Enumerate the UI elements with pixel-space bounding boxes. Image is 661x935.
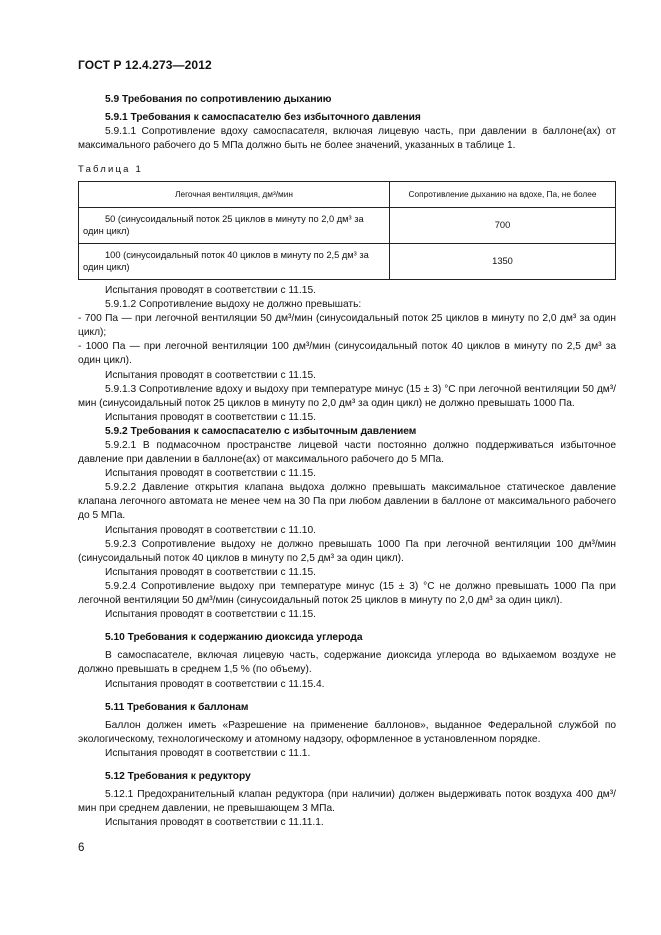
subsection-heading-5-9-1: 5.9.1 Требования к самоспасателю без избыточного давления xyxy=(105,112,421,124)
table-cell-ventilation: 50 (синусоидальный поток 25 циклов в минуту по 2,0 дм³ за один цикл) xyxy=(79,207,390,243)
test-reference: Испытания проводят в соответствии с 11.15. xyxy=(105,609,316,621)
test-reference: Испытания проводят в соответствии с 11.15. xyxy=(105,411,316,423)
document-body xyxy=(78,93,616,830)
test-reference: Испытания проводят в соответствии с 11.1. xyxy=(105,747,311,759)
section-heading-5-12: 5.12 Требования к редуктору xyxy=(105,770,251,782)
paragraph-5-9-2-3: 5.9.2.3 Сопротивление выдоху не должно превышать 1000 Па при легочной вентиляции 100 дм³/мин (синусоидальный поток 40 циклов в минуту по 2,5 дм³ за один цикл). xyxy=(78,538,616,564)
test-reference: Испытания проводят в соответствии с 11.15. xyxy=(105,566,316,578)
document-header: ГОСТ Р 12.4.273—2012 xyxy=(78,58,212,72)
table-header-row xyxy=(79,182,616,208)
paragraph-5-10: В самоспасателе, включая лицевую часть, содержание диоксида углерода во вдыхаемом воздухе не должно превышать в среднем 1,5 % (по объему). xyxy=(78,650,616,676)
page-number: 6 xyxy=(78,842,85,854)
test-reference: Испытания проводят в соответствии с 11.15.4. xyxy=(105,678,325,690)
test-reference: Испытания проводят в соответствии с 11.11.1. xyxy=(105,817,324,829)
test-reference: Испытания проводят в соответствии с 11.15. xyxy=(105,468,316,480)
subsection-heading-5-9-2: 5.9.2 Требования к самоспасателю с избыточным давлением xyxy=(105,425,417,437)
paragraph-5-9-1-1: 5.9.1.1 Сопротивление вдоху самоспасателя, включая лицевую часть, при давлении в баллоне(ах) от максимального рабочего до 5 МПа должно быть не более значений, указанных в таблице 1. xyxy=(78,126,616,152)
list-item: - 700 Па — при легочной вентиляции 50 дм³/мин (синусоидальный поток 25 циклов в минуту по 2,0 дм³ за один цикл); xyxy=(78,313,616,339)
paragraph-5-9-2-2: 5.9.2.2 Давление открытия клапана выдоха должно превышать максимальное статическое давление клапана легочного автомата не менее чем на 30 Па при любом давлении в баллоне от максимального рабочего до 5 МПа. xyxy=(78,482,616,522)
list-item: - 1000 Па — при легочной вентиляции 100 дм³/мин (синусоидальный поток 40 циклов в минуту по 2,5 дм³ за один цикл). xyxy=(78,341,616,367)
section-heading-5-11: 5.11 Требования к баллонам xyxy=(105,701,249,713)
table-header-ventilation: Легочная вентиляция, дм³/мин xyxy=(79,182,390,208)
resistance-table xyxy=(78,181,616,280)
section-heading-5-9: 5.9 Требования по сопротивлению дыханию xyxy=(105,94,332,105)
paragraph-5-9-2-4: 5.9.2.4 Сопротивление выдоху при температуре минус (15 ± 3) °С не должно превышать 1000 Па при легочной вентиляции 50 дм³/мин (синусоидальный поток 25 циклов в минуту по 2,0 дм³ за один цикл). xyxy=(78,580,616,607)
paragraph-5-12-1: 5.12.1 Предохранительный клапан редуктора (при наличии) должен выдерживать поток воздуха 400 дм³/мин при среднем давлении, не превышающем 3 МПа. xyxy=(78,789,616,815)
table-header-resistance: Сопротивление дыханию на вдохе, Па, не более xyxy=(390,182,616,208)
table-cell-resistance: 700 xyxy=(390,207,616,243)
paragraph-5-11: Баллон должен иметь «Разрешение на применение баллонов», выданное Федеральной службой по экологическому, технологическому и атомному надзору, оформленное в установленном порядке. xyxy=(78,719,616,745)
test-reference: Испытания проводят в соответствии с 11.10. xyxy=(105,524,316,536)
table-row xyxy=(79,207,616,243)
paragraph-5-9-1-3: 5.9.1.3 Сопротивление вдоху и выдоху при температуре минус (15 ± 3) °С при легочной вентиляции 50 дм³/мин (синусоидальный поток 25 циклов в минуту по 2,0 дм³ за один цикл) не должно превышать 1000 Па. xyxy=(78,383,616,409)
paragraph-5-9-1-2: 5.9.1.2 Сопротивление выдоху не должно превышать: xyxy=(105,299,362,311)
table-cell-resistance: 1350 xyxy=(390,243,616,279)
paragraph-5-9-2-1: 5.9.2.1 В подмасочном пространстве лицевой части постоянно должно поддерживаться избыточное давление при давлении в баллоне(ах) от максимального рабочего до 5 МПа. xyxy=(78,440,616,466)
test-reference: Испытания проводят в соответствии с 11.15. xyxy=(105,284,316,296)
table-cell-ventilation: 100 (синусоидальный поток 40 циклов в минуту по 2,5 дм³ за один цикл) xyxy=(79,243,390,279)
table-caption: Таблица 1 xyxy=(78,164,143,176)
table-row xyxy=(79,243,616,279)
section-heading-5-10: 5.10 Требования к содержанию диоксида углерода xyxy=(105,632,363,644)
test-reference: Испытания проводят в соответствии с 11.15. xyxy=(105,369,316,381)
